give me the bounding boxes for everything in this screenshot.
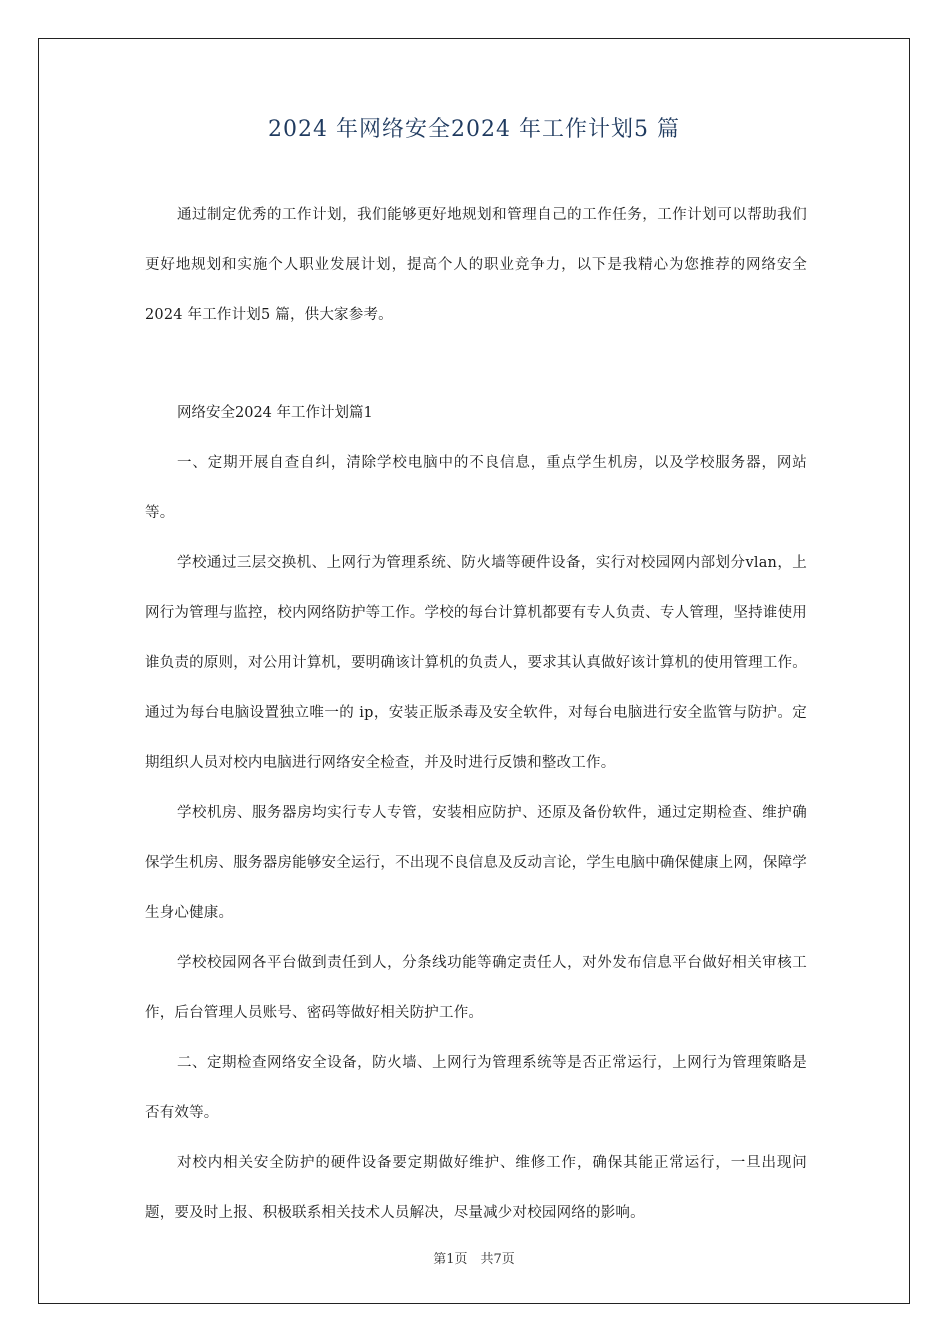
body-paragraph: 一、定期开展自查自纠，清除学校电脑中的不良信息，重点学生机房，以及学校服务器，网站等。 [145,455,807,521]
page-number: 第1页 共7页 [433,1252,515,1267]
body-paragraph: 学校通过三层交换机、上网行为管理系统、防火墙等硬件设备，实行对校园网内部划分vlan，上网行为管理与监控，校内网络防护等工作。学校的每台计算机都要有专人负责、专人管理，坚持谁使用谁负责的原则，对公用计算机，要明确该计算机的负责人，要求其认真做好该计算机的使用管理工作。通过为每台电脑设置独立唯一的 ip，安装正版杀毒及安全软件，对每台电脑进行安全监管与防护。定期组织人员对校内电脑进行网络安全检查，并及时进行反馈和整改工作。 [145,555,807,771]
body-paragraph: 学校校园网各平台做到责任到人，分条线功能等确定责任人，对外发布信息平台做好相关审核工作，后台管理人员账号、密码等做好相关防护工作。 [145,955,807,1021]
section-heading: 网络安全2024 年工作计划篇1 [177,405,373,421]
body-paragraph: 学校机房、服务器房均实行专人专管，安装相应防护、还原及备份软件，通过定期检查、维护确保学生机房、服务器房能够安全运行，不出现不良信息及反动言论，学生电脑中确保健康上网，保障学生身心健康。 [145,805,807,921]
body-paragraph: 二、定期检查网络安全设备，防火墙、上网行为管理系统等是否正常运行，上网行为管理策略是否有效等。 [145,1055,807,1121]
intro-paragraph: 通过制定优秀的工作计划，我们能够更好地规划和管理自己的工作任务，工作计划可以帮助我们更好地规划和实施个人职业发展计划，提高个人的职业竞争力，以下是我精心为您推荐的网络安全2024 年工作计划5 篇，供大家参考。 [145,207,807,323]
body-paragraph: 对校内相关安全防护的硬件设备要定期做好维护、维修工作，确保其能正常运行，一旦出现问题，要及时上报、积极联系相关技术人员解决，尽量减少对校园网络的影响。 [145,1155,807,1221]
document-title: 2024 年网络安全2024 年工作计划5 篇 [268,117,680,142]
document-body [145,190,807,1238]
